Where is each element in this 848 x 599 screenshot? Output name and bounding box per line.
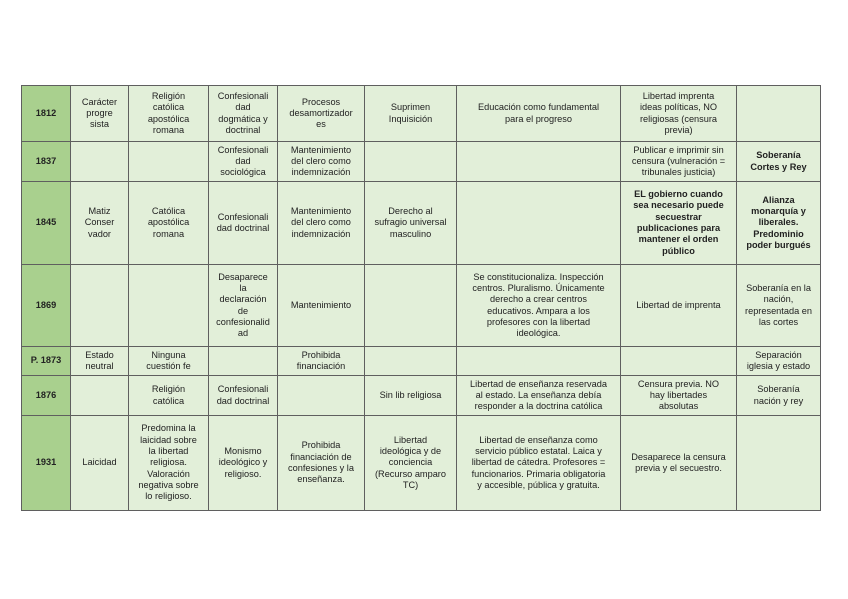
table-cell: Soberanía en la nación, representada en las cortes [737, 265, 821, 347]
table-cell: Libertad imprenta ideas políticas, NO religiosas (censura previa) [621, 86, 737, 142]
table-cell: Matiz Conser vador [71, 182, 129, 265]
table-row [22, 376, 821, 416]
table-cell: Mantenimiento del clero como indemnización [278, 142, 365, 182]
table-cell [278, 376, 365, 416]
table-cell [737, 86, 821, 142]
table-cell: Soberanía nación y rey [737, 376, 821, 416]
table-row [22, 265, 821, 347]
table-cell: Monismo ideológico y religioso. [209, 416, 278, 511]
table-cell [621, 347, 737, 376]
table-cell: Desaparece la censura previa y el secuestro. [621, 416, 737, 511]
table-cell: Libertad de enseñanza como servicio público estatal. Laica y libertad de cátedra. Profesores = funcionarios. Primaria obligatoria y accesible, pública y gratuita. [457, 416, 621, 511]
table-cell [209, 347, 278, 376]
table-cell: Desaparece la declaración de confesionalid ad [209, 265, 278, 347]
table-cell: Predomina la laicidad sobre la libertad religiosa. Valoración negativa sobre lo religioso. [129, 416, 209, 511]
table-cell: Carácter progre sista [71, 86, 129, 142]
table-cell: Prohibida financiación de confesiones y la enseñanza. [278, 416, 365, 511]
table-cell: Derecho al sufragio universal masculino [365, 182, 457, 265]
year-cell: 1837 [22, 142, 71, 182]
table-cell: Libertad ideológica y de conciencia (Recurso amparo TC) [365, 416, 457, 511]
table-row [22, 347, 821, 376]
table-row [22, 86, 821, 142]
table-cell [365, 265, 457, 347]
table-cell [457, 182, 621, 265]
table-cell: Ninguna cuestión fe [129, 347, 209, 376]
table-cell [129, 265, 209, 347]
table-cell: EL gobierno cuando sea necesario puede secuestrar publicaciones para mantener el orden público [621, 182, 737, 265]
table-cell [71, 142, 129, 182]
table-cell: Se constitucionaliza. Inspección centros. Pluralismo. Únicamente derecho a crear centros educativos. Ampara a los profesores con la libertad ideológica. [457, 265, 621, 347]
year-cell: 1812 [22, 86, 71, 142]
table-cell [129, 142, 209, 182]
table-cell: Laicidad [71, 416, 129, 511]
table-cell [365, 347, 457, 376]
table-cell: Soberanía Cortes y Rey [737, 142, 821, 182]
year-cell: 1869 [22, 265, 71, 347]
table-row [22, 182, 821, 265]
table-cell: Libertad de enseñanza reservada al estado. La enseñanza debía responder a la doctrina católica [457, 376, 621, 416]
table-cell: Estado neutral [71, 347, 129, 376]
table-cell [457, 142, 621, 182]
table-cell: Suprimen Inquisición [365, 86, 457, 142]
table-cell: Religión católica apostólica romana [129, 86, 209, 142]
year-cell: 1876 [22, 376, 71, 416]
table-cell: Religión católica [129, 376, 209, 416]
table-cell: Sin lib religiosa [365, 376, 457, 416]
year-cell: 1845 [22, 182, 71, 265]
table-cell: Confesionali dad dogmática y doctrinal [209, 86, 278, 142]
table-cell: Confesionali dad doctrinal [209, 182, 278, 265]
history-table [21, 85, 821, 511]
table-row [22, 142, 821, 182]
table-cell: Censura previa. NO hay libertades absolutas [621, 376, 737, 416]
table-cell: Católica apostólica romana [129, 182, 209, 265]
table-cell [71, 265, 129, 347]
table-cell: Mantenimiento del clero como indemnización [278, 182, 365, 265]
table-cell: Confesionali dad sociológica [209, 142, 278, 182]
table-cell [365, 142, 457, 182]
table-cell: Prohibida financiación [278, 347, 365, 376]
table-cell: Confesionali dad doctrinal [209, 376, 278, 416]
table-row [22, 416, 821, 511]
table-cell: Mantenimiento [278, 265, 365, 347]
table-cell: Publicar e imprimir sin censura (vulneración = tribunales justicia) [621, 142, 737, 182]
year-cell: 1931 [22, 416, 71, 511]
table-cell: Alianza monarquía y liberales. Predominio poder burgués [737, 182, 821, 265]
table-cell [737, 416, 821, 511]
table-cell [71, 376, 129, 416]
year-cell: P. 1873 [22, 347, 71, 376]
table-cell [457, 347, 621, 376]
table-cell: Separación iglesia y estado [737, 347, 821, 376]
table-cell: Procesos desamortizador es [278, 86, 365, 142]
table-cell: Educación como fundamental para el progreso [457, 86, 621, 142]
table-cell: Libertad de imprenta [621, 265, 737, 347]
